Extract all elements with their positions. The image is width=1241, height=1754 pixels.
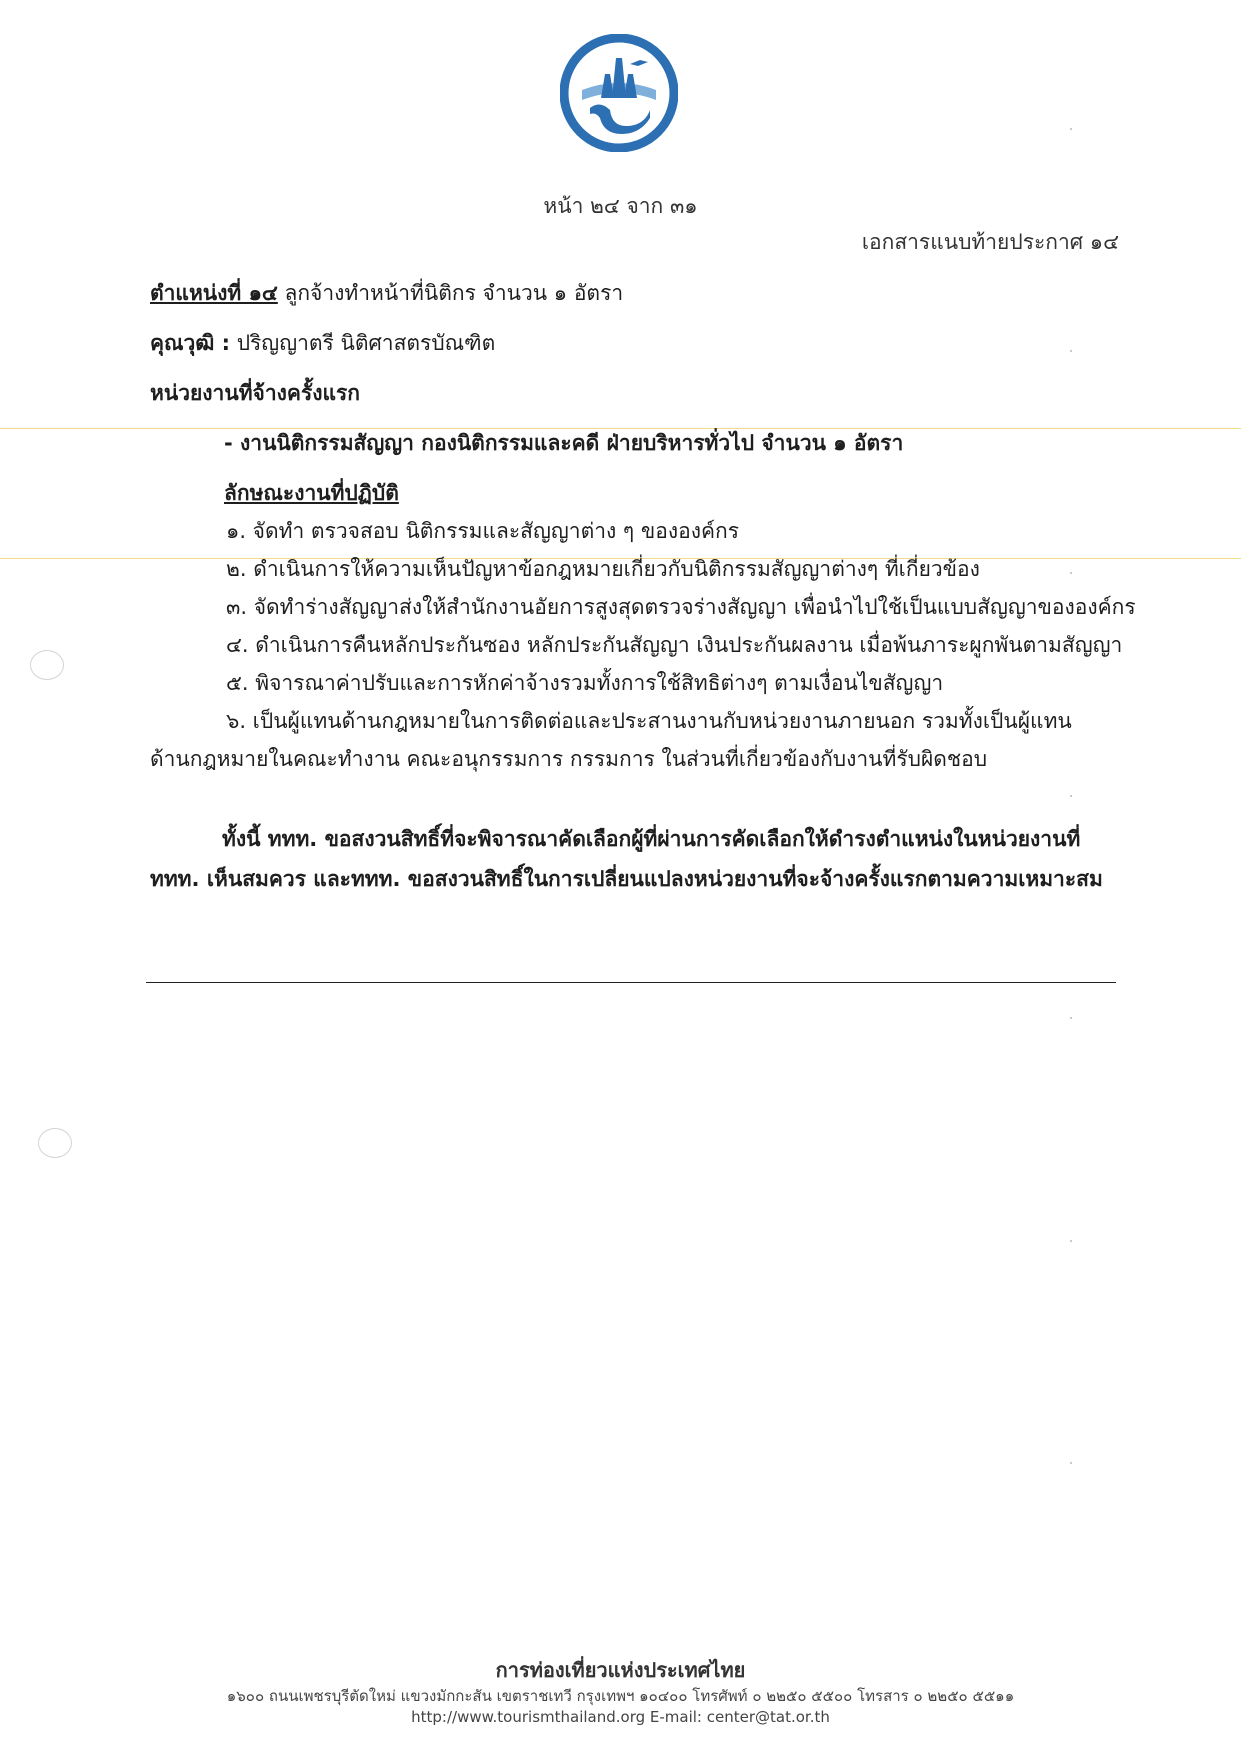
scan-dot — [1070, 1462, 1072, 1464]
annex-reference: เอกสารแนบท้ายประกาศ ๑๔ — [861, 230, 1119, 254]
duty-item: ๕. พิจารณาค่าปรับและการหักค่าจ้างรวมทั้งการใช้สิทธิต่างๆ ตามเงื่อนไขสัญญา — [226, 671, 944, 695]
scan-dot — [1070, 572, 1072, 574]
duty-item: ๒. ดำเนินการให้ความเห็นปัญหาข้อกฎหมายเกี่ยวกับนิติกรรมสัญญาต่างๆ ที่เกี่ยวข้อง — [226, 557, 980, 581]
unit-item: - งานนิติกรรมสัญญา กองนิติกรรมและคดี ฝ่ายบริหารทั่วไป จำนวน ๑ อัตรา — [224, 431, 904, 455]
scan-dot — [1070, 128, 1072, 130]
separator-line — [146, 982, 1116, 983]
logo-top-text: ททท — [607, 40, 631, 54]
scan-dot — [1070, 795, 1072, 797]
position-title: ลูกจ้างทำหน้าที่นิติกร จำนวน ๑ อัตรา — [277, 281, 624, 305]
scan-dot — [1070, 1017, 1072, 1019]
duty-item: ๓. จัดทำร่างสัญญาส่งให้สำนักงานอัยการสูงสุดตรวจร่างสัญญา เพื่อนำไปใช้เป็นแบบสัญญาขององค์กร — [226, 595, 1136, 619]
note-line: ททท. เห็นสมควร และททท. ขอสงวนสิทธิ์ในการเปลี่ยนแปลงหน่วยงานที่จะจ้างครั้งแรกตามความเหมาะสม — [150, 867, 1103, 891]
punch-hole — [30, 650, 64, 680]
tat-logo — [560, 34, 678, 152]
duty-item: ๖. เป็นผู้แทนด้านกฎหมายในการติดต่อและประสานงานกับหน่วยงานภายนอก รวมทั้งเป็นผู้แทน — [226, 709, 1072, 733]
position-label: ตำแหน่งที่ ๑๔ — [150, 281, 278, 305]
footer-org: การท่องเที่ยวแห่งประเทศไทย — [495, 1658, 746, 1682]
footer-contact: http://www.tourismthailand.org E-mail: center@tat.or.th — [411, 1708, 830, 1726]
position-line — [150, 278, 623, 308]
unit-heading: หน่วยงานที่จ้างครั้งแรก — [150, 381, 360, 405]
footer-address: ๑๖๐๐ ถนนเพชรบุรีตัดใหม่ แขวงมักกะสัน เขตราชเทวี กรุงเทพฯ ๑๐๔๐๐ โทรศัพท์ ๐ ๒๒๕๐ ๕๕๐๐ โทรสาร ๐ ๒๒๕๐ ๕๕๑๑ — [226, 1687, 1015, 1705]
qualification-label: คุณวุฒิ : — [150, 331, 231, 355]
note-line: ทั้งนี้ ททท. ขอสงวนสิทธิ์ที่จะพิจารณาคัดเลือกผู้ที่ผ่านการคัดเลือกให้ดำรงตำแหน่งในหน่วยงานที่ — [222, 827, 1081, 851]
qualification-value: ปริญญาตรี นิติศาสตรบัณฑิต — [230, 331, 496, 355]
tat-logo-emblem-icon — [560, 34, 678, 152]
punch-hole — [38, 1128, 72, 1158]
qualification-line — [150, 328, 495, 358]
page-number: หน้า ๒๔ จาก ๓๑ — [543, 194, 698, 218]
duty-item-continuation: ด้านกฎหมายในคณะทำงาน คณะอนุกรรมการ กรรมการ ในส่วนที่เกี่ยวข้องกับงานที่รับผิดชอบ — [150, 747, 988, 771]
duties-heading: ลักษณะงานที่ปฏิบัติ — [224, 481, 399, 505]
scan-dot — [1070, 350, 1072, 352]
scan-dot — [1070, 1240, 1072, 1242]
duty-item: ๔. ดำเนินการคืนหลักประกันซอง หลักประกันสัญญา เงินประกันผลงาน เมื่อพ้นภาระผูกพันตามสัญญา — [226, 633, 1123, 657]
duty-item: ๑. จัดทำ ตรวจสอบ นิติกรรมและสัญญาต่าง ๆ ขององค์กร — [226, 519, 740, 543]
